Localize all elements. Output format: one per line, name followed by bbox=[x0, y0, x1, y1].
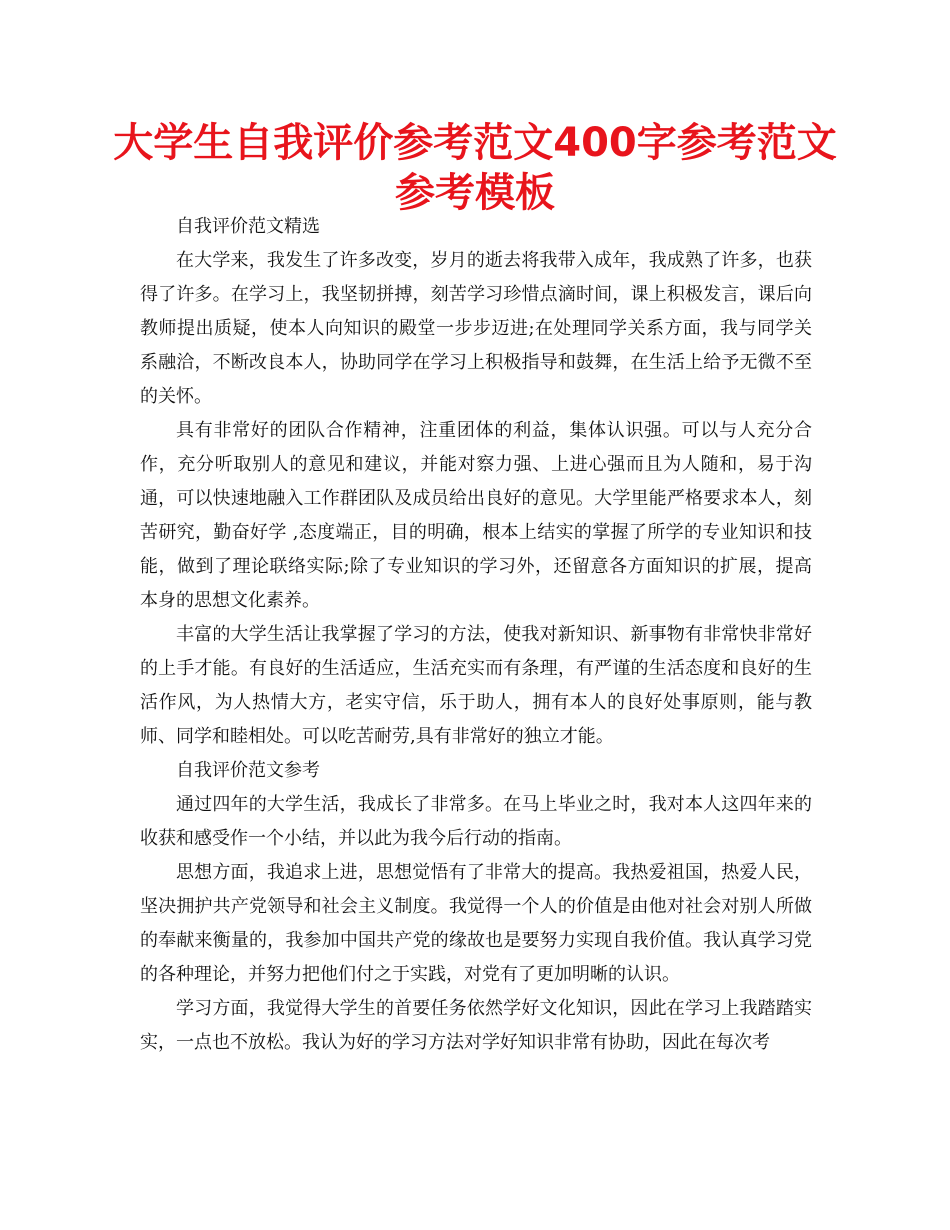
document-body bbox=[140, 210, 812, 1060]
section-heading: 自我评价范文参考 bbox=[176, 760, 320, 781]
paragraph: 思想方面，我追求上进，思想觉悟有了非常大的提高。我热爱祖国，热爱人民，坚决拥护共产党领导和社会主义制度。我觉得一个人的价值是由他对社会对别人所做的奉献来衡量的，我参加中国共产党的缘故也是要努力实现自我价值。我认真学习党的各种理论，并努力把他们付之于实践，对党有了更加明晰的认识。 bbox=[140, 862, 812, 985]
paragraph: 学习方面，我觉得大学生的首要任务依然学好文化知识，因此在学习上我踏踏实实，一点也不放松。我认为好的学习方法对学好知识非常有协助，因此在每次考 bbox=[140, 998, 812, 1053]
paragraph: 丰富的大学生活让我掌握了学习的方法，使我对新知识、新事物有非常快非常好的上手才能。有良好的生活适应，生活充实而有条理，有严谨的生活态度和良好的生活作风，为人热情大方，老实守信，乐于助人，拥有本人的良好处事原则，能与教师、同学和睦相处。可以吃苦耐劳,具有非常好的独立才能。 bbox=[140, 624, 812, 747]
paragraph: 通过四年的大学生活，我成长了非常多。在马上毕业之时，我对本人这四年来的收获和感受作一个小结，并以此为我今后行动的指南。 bbox=[140, 794, 812, 849]
section-heading: 自我评价范文精选 bbox=[176, 216, 320, 237]
paragraph: 在大学来，我发生了许多改变，岁月的逝去将我带入成年，我成熟了许多，也获得了许多。在学习上，我坚韧拼搏，刻苦学习珍惜点滴时间，课上积极发言，课后向教师提出质疑，使本人向知识的殿堂一步步迈进;在处理同学关系方面，我与同学关系融洽，不断改良本人，协助同学在学习上积极指导和鼓舞，在生活上给予无微不至的关怀。 bbox=[140, 250, 812, 407]
document-title: 大学生自我评价参考范文400字参考范文参考模板 bbox=[113, 120, 837, 216]
paragraph: 具有非常好的团队合作精神，注重团体的利益，集体认识强。可以与人充分合作，充分听取别人的意见和建议，并能对察力强、上进心强而且为人随和，易于沟通，可以快速地融入工作群团队及成员给出良好的意见。大学里能严格要求本人，刻苦研究，勤奋好学 ,态度端正，目的明确，根本上结实的掌握了所学的专业知识和技能，做到了理论联络实际;除了专业知识的学习外，还留意各方面知识的扩展，提高本身的思想文化素养。 bbox=[140, 420, 812, 611]
